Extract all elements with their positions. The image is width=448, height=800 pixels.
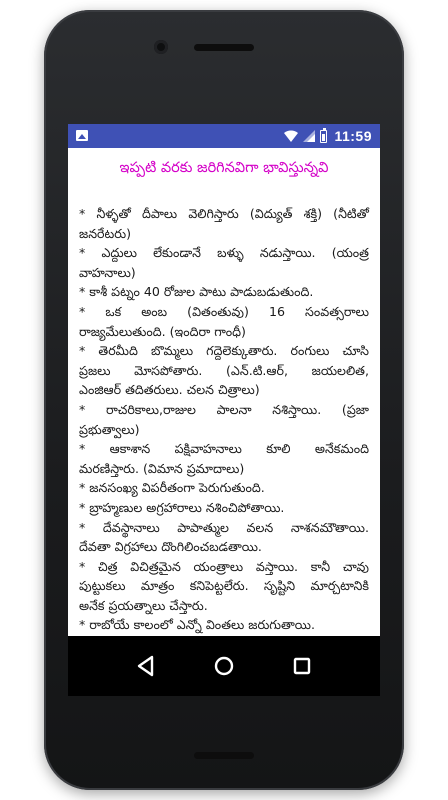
body-line: * నీళ్ళతో దీపాలు వెలిగిస్తారు (విద్యుత్ శక్తి) (నీటితో (79, 206, 369, 221)
front-camera (154, 40, 168, 54)
navigation-bar (68, 636, 380, 696)
body-line: * కాశీ పట్నం 40 రోజుల పాటు పాడుబడుతుంది. (79, 284, 314, 300)
bottom-speaker (194, 752, 254, 759)
body-line: * జనసంఖ్య విపరీతంగా పెరుగుతుంది. (79, 480, 265, 496)
page-title: ఇప్పటి వరకు జరిగినవిగా భావిస్తున్నవి (119, 160, 329, 176)
body-line: * ఎద్దులు లేకుండానే బళ్ళు నడుస్తాయి. (యంత్ర (79, 245, 369, 261)
body-line: ప్రజలు మోసపోతారు. (ఎన్.టి.ఆర్, జయలలిత, (79, 362, 369, 378)
status-bar (68, 124, 380, 148)
body-line: * రాచరికాలు,రాజుల పాలనా నశిస్తాయి. (ప్రజా (79, 401, 369, 417)
body-line: రాజ్యమేలుతుంది. (ఇందిరా గాంధీ) (79, 323, 246, 339)
status-icons (284, 124, 372, 148)
body-line: ప్రభుత్వాలు) (79, 421, 140, 437)
body-line: వాహనాలు) (79, 264, 136, 280)
body-line: * చిత్ర విచిత్రమైన యంత్రాలు వస్తాయి. కానీ చావు (79, 558, 369, 574)
body-line: పుట్టుకలు మాత్రం కనిపెట్టలేరు. సృష్టిని మార్చటానికి (79, 578, 369, 594)
body-line: మరణిస్తారు. (విమాన ప్రమాదాలు) (79, 460, 245, 476)
body-line: * రాబోయే కాలంలో ఎన్నో వింతలు జరుగుతాయి. (79, 617, 315, 633)
body-line: దేవతా విగ్రహాలు దొంగిలించబడతాయి. (79, 539, 262, 555)
body-line: * దేవస్థానాలు పాపాత్ముల వలన నాశనమౌతాయి. (79, 519, 369, 535)
article-body (68, 204, 380, 635)
recent-apps-icon[interactable] (286, 650, 318, 682)
phone-frame (44, 10, 404, 790)
signal-icon (303, 130, 315, 142)
back-icon[interactable] (130, 650, 162, 682)
body-line: * ఆకాశాన పక్షివాహనాలు కూలి అనేకమంది (79, 441, 369, 457)
body-line: జనరేటరు) (79, 225, 131, 241)
body-line: * తెరమీది బొమ్మలు గద్దెలెక్కుతారు. రంగులు చూసి (79, 343, 369, 359)
image-notification-icon (76, 130, 88, 141)
body-line: అనేక ప్రయత్నాలు చేస్తారు. (79, 597, 208, 613)
battery-icon (320, 130, 327, 143)
home-icon[interactable] (208, 650, 240, 682)
body-line: * ఒక అంబ (వితంతువు) 16 సంవత్సరాలు (79, 303, 369, 319)
article-content[interactable] (68, 148, 380, 636)
body-line: * బ్రాహ్మణుల అగ్రహారాలు నశించిపోతాయి. (79, 499, 285, 515)
body-line: ఎంజిఆర్ తదితరులు. చలన చిత్రాలు) (79, 382, 260, 398)
screen (68, 124, 380, 696)
earpiece-speaker (194, 44, 254, 51)
wifi-icon (284, 130, 298, 142)
status-time: 11:59 (334, 128, 372, 144)
